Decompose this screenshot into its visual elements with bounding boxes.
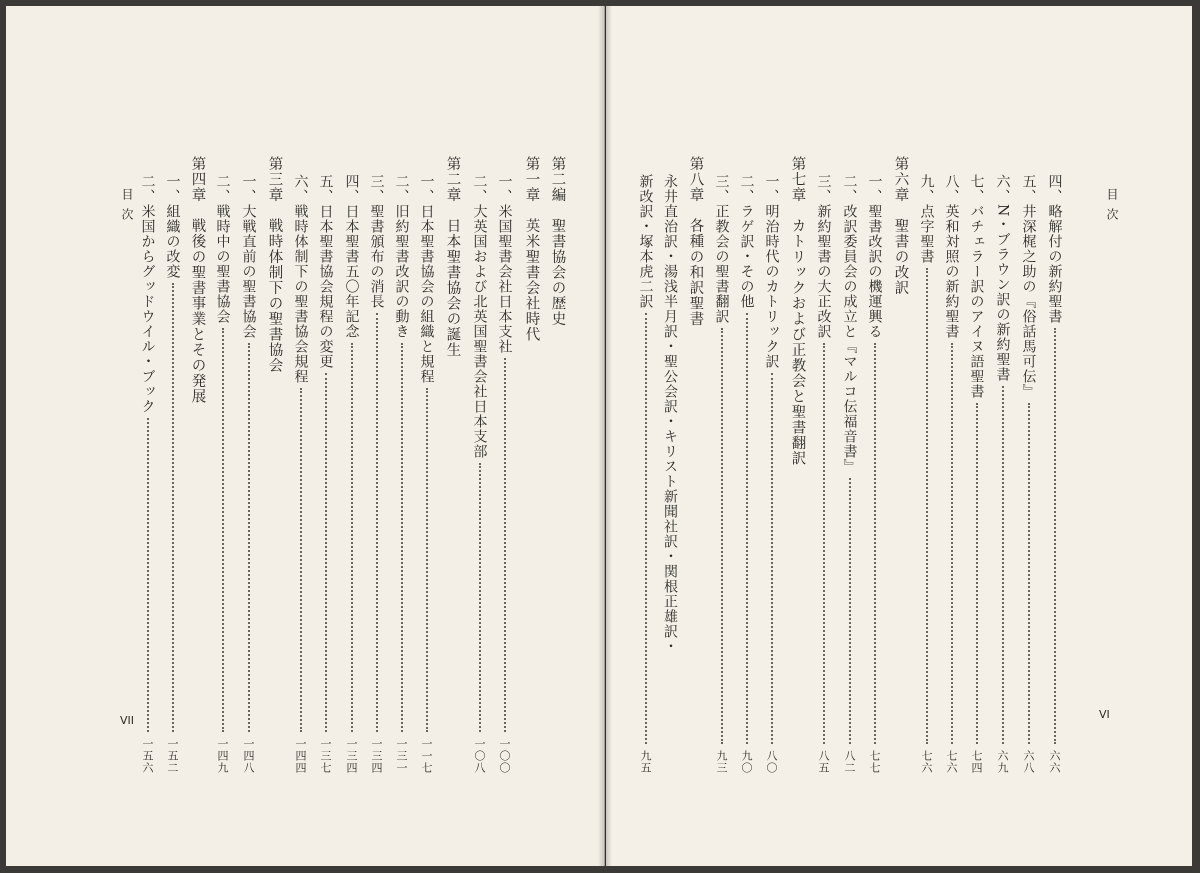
toc-entry xyxy=(344,174,359,774)
dot-leader xyxy=(222,328,224,732)
toc-chapter-heading xyxy=(550,156,565,756)
toc-entry-title: 新改訳・塚本虎二訳 xyxy=(637,174,654,309)
dot-leader xyxy=(1002,386,1004,744)
toc-chapter-heading xyxy=(524,156,539,756)
toc-entry-title: 一、聖書改訳の機運興る xyxy=(866,174,883,339)
dot-leader xyxy=(823,343,825,744)
toc-page-number: 一〇八 xyxy=(473,738,486,774)
toc-entry xyxy=(241,174,256,774)
toc-page-number: 一五二 xyxy=(166,738,179,774)
toc-page-number: 八〇 xyxy=(765,750,778,774)
toc-entry xyxy=(472,174,487,774)
dot-leader xyxy=(746,313,748,744)
toc-entry-title: 第四章 戦後の聖書事業とその発展 xyxy=(189,156,206,404)
dot-leader xyxy=(951,343,953,744)
running-header: 目次 xyxy=(120,188,134,228)
toc-entry xyxy=(944,174,959,774)
toc-entry xyxy=(919,174,934,774)
toc-entry-title: 一、日本聖書協会の組織と規程 xyxy=(418,174,435,384)
toc-entry xyxy=(764,174,779,774)
toc-entry xyxy=(1047,174,1062,774)
toc-chapter-heading xyxy=(790,156,805,756)
toc-entry xyxy=(419,174,434,774)
toc-page-number: 六九 xyxy=(996,750,1009,774)
toc-entry xyxy=(842,174,857,774)
toc-entry-title: 九、点字聖書 xyxy=(918,174,935,264)
dot-leader xyxy=(849,478,851,744)
toc-entry-title: 二、旧約聖書改訳の動き xyxy=(393,174,410,339)
dot-leader xyxy=(874,343,876,744)
toc-entry-title: 四、日本聖書五〇年記念 xyxy=(343,174,360,339)
dot-leader xyxy=(325,373,327,732)
toc-page-number: 一五六 xyxy=(141,738,154,774)
toc-entry xyxy=(140,174,155,774)
toc-entry-continued xyxy=(663,174,677,654)
toc-entry-title: 二、米国からグッドウイル・ブック xyxy=(139,174,156,414)
toc-chapter-heading xyxy=(267,156,282,756)
toc-entry xyxy=(816,174,831,774)
dot-leader xyxy=(926,268,928,744)
dot-leader xyxy=(721,328,723,744)
toc-page-number: 七四 xyxy=(970,750,983,774)
right-page xyxy=(606,6,1192,866)
toc-page-number: 九三 xyxy=(715,750,728,774)
toc-page-number: 一四四 xyxy=(294,738,307,774)
toc-page-number: 一四九 xyxy=(216,738,229,774)
page-folio: VII xyxy=(120,714,135,727)
toc-entry-title: 八、英和対照の新約聖書 xyxy=(943,174,960,339)
toc-entry-title: 三、新約聖書の大正改訳 xyxy=(815,174,832,339)
toc-entry-title: 第二章 日本聖書協会の誕生 xyxy=(444,156,461,358)
dot-leader xyxy=(479,463,481,732)
toc-entry xyxy=(497,174,512,774)
toc-chapter-heading xyxy=(688,156,703,756)
toc-entry-title: 五、日本聖書協会規程の変更 xyxy=(317,174,334,369)
toc-entry-title: 第一章 英米聖書会社時代 xyxy=(523,156,540,342)
toc-entry xyxy=(867,174,882,774)
toc-page-number: 七六 xyxy=(945,750,958,774)
book-gutter xyxy=(598,6,612,866)
toc-entry xyxy=(215,174,230,774)
toc-page-number: 一一七 xyxy=(420,738,433,774)
toc-entry xyxy=(394,174,409,774)
toc-page-number: 一三四 xyxy=(370,738,383,774)
toc-page-number: 一三四 xyxy=(345,738,358,774)
dot-leader xyxy=(426,388,428,732)
dot-leader xyxy=(1028,403,1030,744)
toc-entry-title: 第二編 聖書協会の歴史 xyxy=(549,156,566,327)
toc-page-number: 一三一 xyxy=(395,738,408,774)
toc-entry xyxy=(714,174,729,774)
toc-entry xyxy=(995,174,1010,774)
toc-page-number: 九五 xyxy=(639,750,652,774)
toc-entry-title: 七、バチェラー訳のアイヌ語聖書 xyxy=(968,174,985,399)
toc-entry-title: 三、正教会の聖書翻訳 xyxy=(713,174,730,324)
toc-entry xyxy=(739,174,754,774)
dot-leader xyxy=(172,283,174,732)
toc-entry-title: 一、米国聖書会社日本支社 xyxy=(496,174,513,354)
dot-leader xyxy=(976,403,978,744)
toc-entry-title: 五、井深梶之助の『俗話馬可伝』 xyxy=(1020,174,1037,399)
toc-entry xyxy=(969,174,984,774)
page-folio: VI xyxy=(1099,708,1110,721)
dot-leader xyxy=(1054,328,1056,744)
toc-page-number: 八二 xyxy=(843,750,856,774)
dot-leader xyxy=(401,343,403,732)
toc-entry-title: 四、略解付の新約聖書 xyxy=(1046,174,1063,324)
toc-entry-title: 第八章 各種の和訳聖書 xyxy=(687,156,704,327)
toc-entry-title: 二、戦時中の聖書協会 xyxy=(214,174,231,324)
toc-entry-title: 第六章 聖書の改訳 xyxy=(892,156,909,296)
toc-entry-title: 永井直治訳・湯浅半月訳・聖公会訳・キリスト新聞社訳・関根正雄訳・ xyxy=(662,174,678,654)
toc-entry-title: 二、大英国および北英国聖書会社日本支部 xyxy=(471,174,488,459)
toc-page-number: 九〇 xyxy=(740,750,753,774)
toc-entry xyxy=(318,174,333,774)
toc-page-number: 一三七 xyxy=(319,738,332,774)
toc-entry xyxy=(293,174,308,774)
running-header: 目次 xyxy=(1105,188,1119,228)
dot-leader xyxy=(351,343,353,732)
toc-entry xyxy=(638,174,653,774)
toc-entry-title: 第三章 戦時体制下の聖書協会 xyxy=(266,156,283,373)
toc-entry xyxy=(165,174,180,774)
toc-chapter-heading xyxy=(445,156,460,756)
dot-leader xyxy=(376,313,378,732)
toc-page-number: 六八 xyxy=(1022,750,1035,774)
dot-leader xyxy=(147,418,149,732)
dot-leader xyxy=(248,343,250,732)
toc-page-number: 八五 xyxy=(817,750,830,774)
toc-entry-title: 二、ラゲ訳・その他 xyxy=(738,174,755,309)
toc-entry-title: 六、戦時体制下の聖書協会規程 xyxy=(292,174,309,384)
toc-page-number: 一〇〇 xyxy=(498,738,511,774)
dot-leader xyxy=(504,358,506,732)
toc-chapter-heading xyxy=(190,156,205,756)
toc-entry-title: 二、改訳委員会の成立と『マルコ伝福音書』 xyxy=(841,174,858,474)
toc-page-number: 七六 xyxy=(920,750,933,774)
dot-leader xyxy=(771,373,773,744)
toc-entry xyxy=(369,174,384,774)
toc-entry xyxy=(1021,174,1036,774)
toc-entry-title: 六、N・ブラウン訳の新約聖書 xyxy=(994,174,1011,383)
dot-leader xyxy=(300,388,302,732)
toc-entry-title: 一、組織の改変 xyxy=(164,174,181,279)
toc-entry-title: 三、聖書頒布の消長 xyxy=(368,174,385,309)
toc-chapter-heading xyxy=(893,156,908,756)
toc-page-number: 七七 xyxy=(868,750,881,774)
toc-page-number: 一四八 xyxy=(242,738,255,774)
left-page xyxy=(6,6,605,866)
dot-leader xyxy=(645,313,647,744)
toc-entry-title: 一、大戦直前の聖書協会 xyxy=(240,174,257,339)
toc-page-number: 六六 xyxy=(1048,750,1061,774)
toc-entry-title: 一、明治時代のカトリック訳 xyxy=(763,174,780,369)
toc-entry-title: 第七章 カトリックおよび正教会と聖書翻訳 xyxy=(789,156,806,466)
